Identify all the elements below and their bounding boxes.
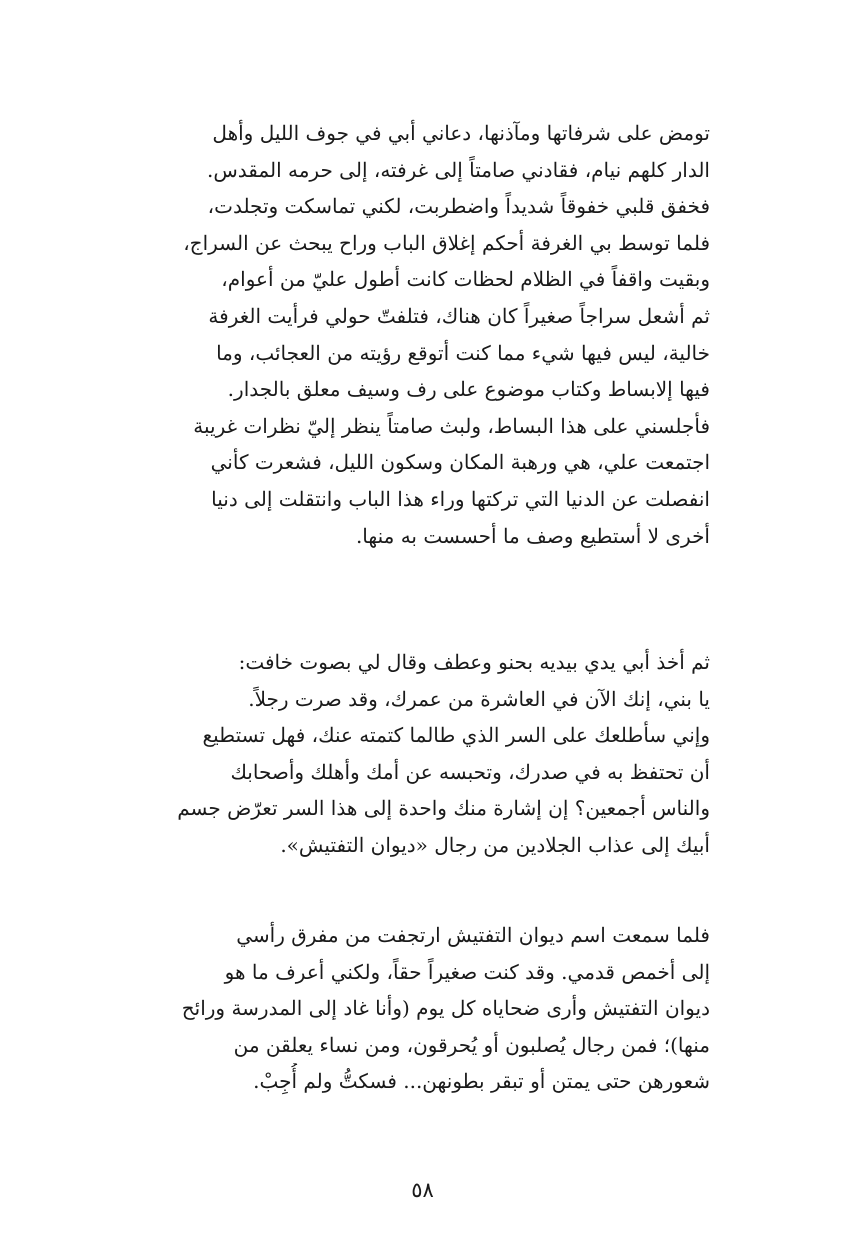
text-line: شعورهن حتى يمتن أو تبقر بطونهن... فسكتُّ ولم أُجِبْ. — [253, 1069, 710, 1094]
text-line: وإني سأطلعك على السر الذي طالما كتمته عنك، فهل تستطيع — [202, 723, 710, 748]
text-line: تومض على شرفاتها ومآذنها، دعاني أبي في جوف الليل وأهل — [212, 121, 710, 145]
text-line: أبيك إلى عذاب الجلادين من رجال «ديوان التفتيش». — [280, 832, 710, 857]
paragraph-2 — [110, 644, 710, 864]
text-line: والناس أجمعين؟ إن إشارة منك واحدة إلى هذا السر تعرّض جسم — [177, 796, 710, 821]
text-line: أن تحتفظ به في صدرك، وتحبسه عن أمك وأهلك وأصحابك — [230, 759, 710, 784]
paragraph-1 — [110, 115, 710, 554]
text-line: فأجلسني على هذا البساط، ولبث صامتاً ينظر إليّ نظرات غريبة — [193, 413, 710, 438]
text-line: ثم أخذ أبي يدي بيديه بحنو وعطف وقال لي بصوت خافت: — [238, 650, 710, 674]
text-line: منها)؛ فمن رجال يُصلبون أو يُحرقون، ومن نساء يعلقن من — [233, 1032, 710, 1057]
text-line: الدار كلهم نيام، فقادني صامتاً إلى غرفته، إلى حرمه المقدس. — [207, 157, 710, 182]
text-line: خالية، ليس فيها شيء مما كنت أتوقع رؤيته من العجائب، وما — [216, 340, 710, 365]
text-line: أخرى لا أستطيع وصف ما أحسست به منها. — [355, 523, 710, 548]
text-line: يا بني، إنك الآن في العاشرة من عمرك، وقد صرت رجلاً. — [248, 686, 710, 711]
text-line: وبقيت واقفاً في الظلام لحظات كانت أطول عليّ من أعوام، — [221, 267, 710, 292]
text-line: فيها إلابساط وكتاب موضوع على رف وسيف معلق بالجدار. — [227, 377, 710, 402]
page-number: ٥٨ — [411, 1178, 434, 1202]
text-line: فلما سمعت اسم ديوان التفتيش ارتجفت من مفرق رأسي — [236, 923, 710, 947]
text-line: إلى أخمص قدمي. وقد كنت صغيراً حقاً، ولكني أعرف ما هو — [224, 959, 710, 984]
text-line: ديوان التفتيش وأرى ضحاياه كل يوم (وأنا غاد إلى المدرسة ورائح — [181, 996, 710, 1021]
text-line: اجتمعت علي، هي ورهبة المكان وسكون الليل، فشعرت كأني — [210, 450, 710, 475]
paragraph-3 — [110, 917, 710, 1100]
text-line: فلما توسط بي الغرفة أحكم إغلاق الباب وراح يبحث عن السراج، — [183, 230, 710, 255]
text-line: انفصلت عن الدنيا التي تركتها وراء هذا الباب وانتقلت إلى دنيا — [211, 486, 710, 511]
text-line: ثم أشعل سراجاً صغيراً كان هناك، فتلفتّ حولي فرأيت الغرفة — [208, 303, 710, 328]
text-line: فخفق قلبي خفوقاً شديداً واضطربت، لكني تماسكت وتجلدت، — [207, 194, 710, 219]
